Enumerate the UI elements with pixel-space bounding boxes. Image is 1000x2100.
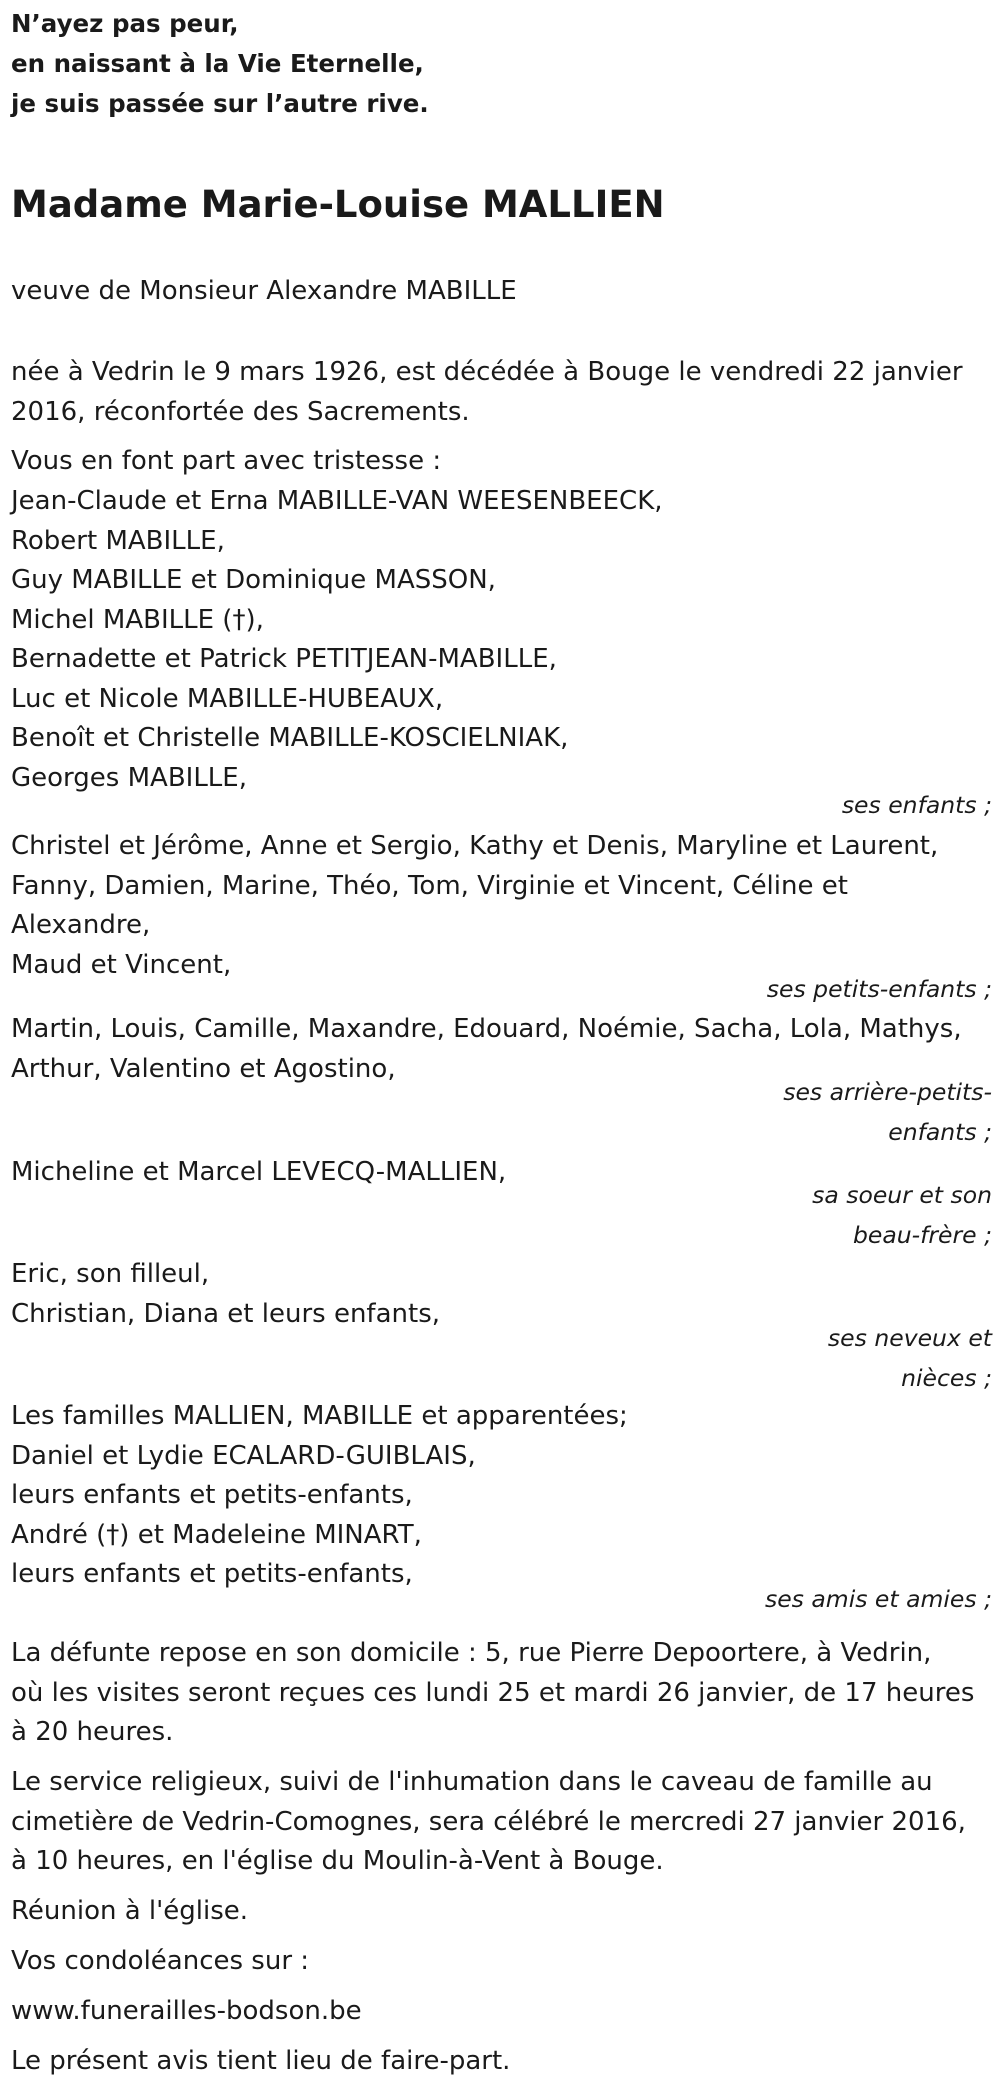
condolences-line: Vos condoléances sur : <box>11 1946 310 1976</box>
text-line: cimetière de Vedrin-Comognes, sera célébré le mercredi 27 janvier 2016, <box>11 1806 966 1837</box>
text-line: à 20 heures. <box>11 1717 174 1747</box>
list-item: Benoît et Christelle MABILLE-KOSCIELNIAK, <box>11 723 569 753</box>
list-item: Christel et Jérôme, Anne et Sergio, Kathy et Denis, Maryline et Laurent, <box>11 831 939 861</box>
text-line: née à Vedrin le 9 mars 1926, est décédée à Bouge le vendredi 22 janvier <box>11 357 963 387</box>
list-item: Alexandre, <box>11 910 151 940</box>
list-item: Jean-Claude et Erna MABILLE-VAN WEESENBEECK, <box>11 486 663 516</box>
list-item: leurs enfants et petits-enfants, <box>11 1559 413 1589</box>
announcement-intro: Vous en font part avec tristesse : <box>11 446 442 476</box>
list-item: Guy MABILLE et Dominique MASSON, <box>11 565 496 595</box>
text-line: Le service religieux, suivi de l'inhumation dans le caveau de famille au <box>11 1767 933 1797</box>
meeting-line: Réunion à l'église. <box>11 1896 249 1926</box>
text-line: où les visites seront reçues ces lundi 25 et mardi 26 janvier, de 17 heures <box>11 1677 975 1708</box>
text-line: La défunte repose en son domicile : 5, rue Pierre Depoortere, à Vedrin, <box>11 1638 932 1668</box>
list-item: Eric, son filleul, <box>11 1259 210 1289</box>
list-item: Robert MABILLE, <box>11 525 225 556</box>
closing-line: Le présent avis tient lieu de faire-part. <box>11 2046 511 2076</box>
list-item: Daniel et Lydie ECALARD-GUIBLAIS, <box>11 1440 476 1471</box>
funeral-service-paragraph <box>11 1763 991 1882</box>
list-item: leurs enfants et petits-enfants, <box>11 1480 413 1510</box>
birth-death-paragraph <box>11 353 991 432</box>
list-item: Martin, Louis, Camille, Maxandre, Edouard, Noémie, Sacha, Lola, Mathys, <box>11 1014 962 1044</box>
list-item: Christian, Diana et leurs enfants, <box>11 1298 440 1329</box>
children-list <box>11 482 991 798</box>
list-item: Les familles MALLIEN, MABILLE et apparentées; <box>11 1401 628 1431</box>
list-item: Michel MABILLE (†), <box>11 604 264 635</box>
visitation-paragraph <box>11 1634 991 1753</box>
sister-line: Micheline et Marcel LEVECQ-MALLIEN, <box>11 1157 507 1187</box>
relation-label-grandchildren: ses petits-enfants ; <box>766 975 992 1003</box>
list-item: Georges MABILLE, <box>11 762 247 793</box>
friends-list <box>11 1397 991 1595</box>
list-item: Maud et Vincent, <box>11 949 232 980</box>
epigraph-line: en naissant à la Vie Eternelle, <box>11 49 424 78</box>
widow-line: veuve de Monsieur Alexandre MABILLE <box>11 276 517 306</box>
text-line: à 10 heures, en l'église du Moulin-à-Vent à Bouge. <box>11 1846 664 1876</box>
relation-label-friends: ses amis et amies ; <box>764 1585 992 1613</box>
epigraph-line: je suis passée sur l’autre rive. <box>11 89 429 118</box>
grandchildren-list <box>11 827 991 985</box>
list-item: Bernadette et Patrick PETITJEAN-MABILLE, <box>11 644 557 674</box>
list-item: Fanny, Damien, Marine, Théo, Tom, Virginie et Vincent, Céline et <box>11 870 848 901</box>
epigraph <box>11 4 991 124</box>
relation-label-great-grandchildren: ses arrière-petits- enfants ; <box>783 1078 992 1146</box>
text-line: 2016, réconfortée des Sacrements. <box>11 396 470 427</box>
list-item: Luc et Nicole MABILLE-HUBEAUX, <box>11 683 444 714</box>
relation-label-children: ses enfants ; <box>841 791 992 819</box>
deceased-name: Madame Marie-Louise MALLIEN <box>11 183 665 226</box>
relation-label-sister: sa soeur et son beau-frère ; <box>812 1181 992 1249</box>
list-item: Arthur, Valentino et Agostino, <box>11 1053 396 1084</box>
relation-label-nephews: ses neveux et nièces ; <box>827 1324 992 1392</box>
list-item: André (†) et Madeleine MINART, <box>11 1519 422 1550</box>
epigraph-line: N’ayez pas peur, <box>11 9 239 38</box>
website-link[interactable]: www.funerailles-bodson.be <box>11 1996 362 2026</box>
